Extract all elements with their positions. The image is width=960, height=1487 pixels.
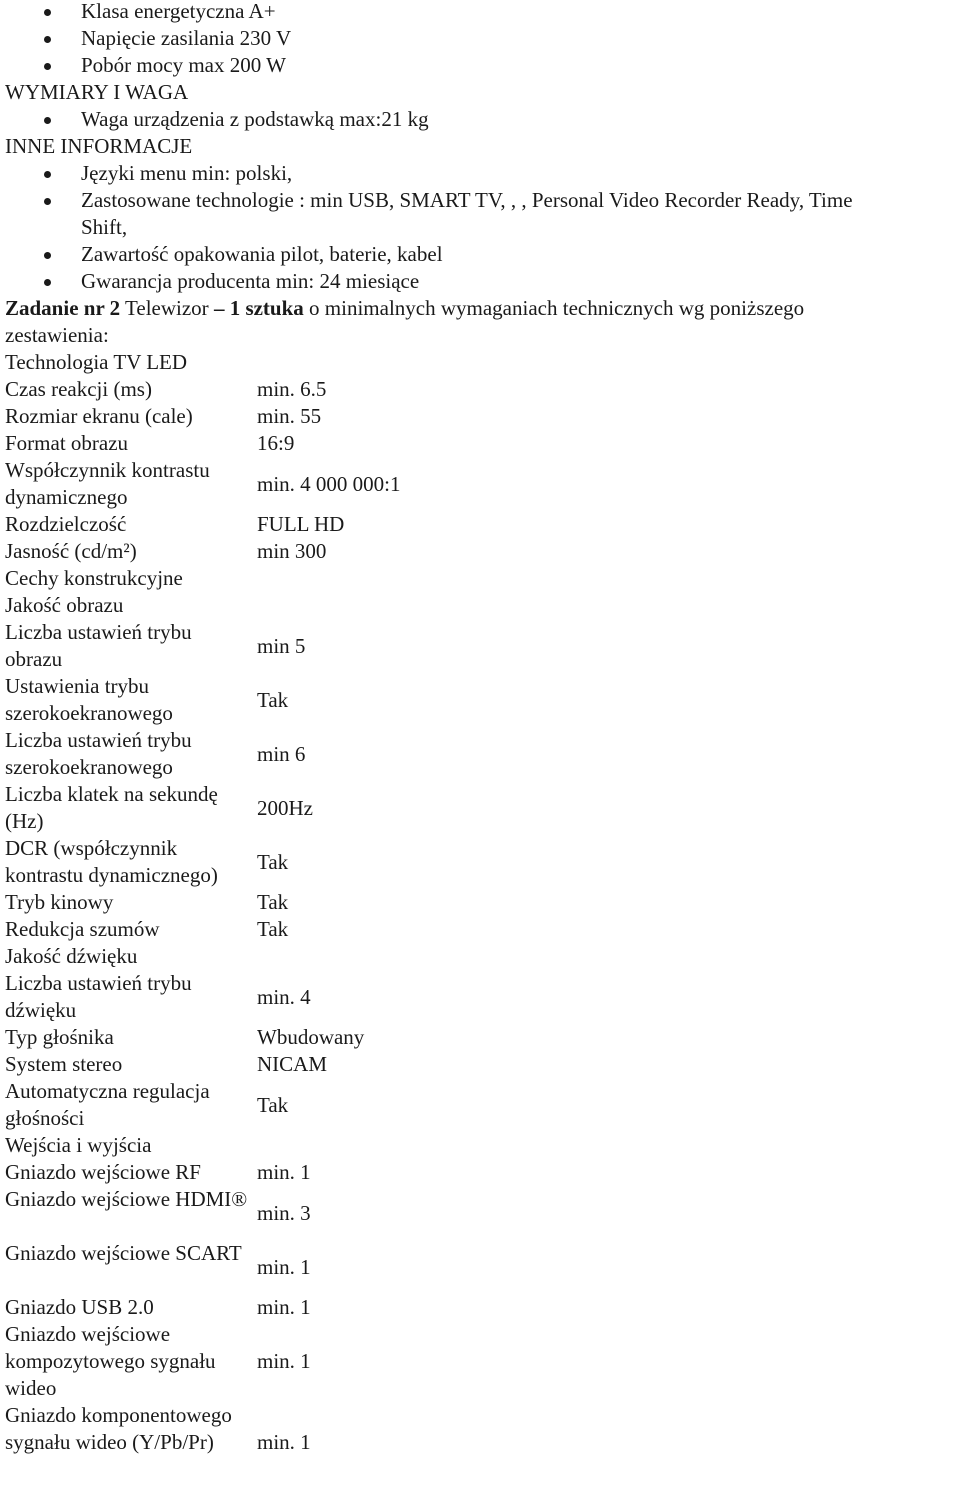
spec-value: min. 6.5: [257, 377, 327, 401]
bullet-icon: [44, 117, 51, 124]
list-item: Klasa energetyczna A+: [81, 0, 276, 23]
bullet-icon: [44, 279, 51, 286]
spec-value: Tak: [257, 917, 289, 941]
spec-value: min 300: [257, 539, 327, 563]
spec-label: Jasność (cd/m²): [5, 539, 137, 563]
spec-label: System stereo: [5, 1052, 123, 1076]
spec-label: Gniazdo komponentowego sygnału wideo (Y/Pb/Pr): [5, 1403, 232, 1454]
spec-value: 200Hz: [257, 796, 313, 820]
spec-label: Liczba ustawień trybu obrazu: [5, 620, 192, 671]
spec-section: Cechy konstrukcyjne: [5, 566, 183, 590]
spec-label: Gniazdo wejściowe SCART: [5, 1241, 242, 1265]
task-item: Telewizor: [120, 296, 214, 320]
spec-value: min. 1: [257, 1160, 311, 1184]
bullet-icon: [44, 198, 51, 205]
list-item: Waga urządzenia z podstawką max:21 kg: [81, 107, 429, 131]
section-heading-other: INNE INFORMACJE: [5, 134, 193, 158]
spec-label: Gniazdo USB 2.0: [5, 1295, 154, 1319]
spec-label: Automatyczna regulacja głośności: [5, 1079, 210, 1130]
spec-value: min. 4: [257, 985, 311, 1009]
spec-value: min. 55: [257, 404, 322, 428]
spec-label: Czas reakcji (ms): [5, 377, 152, 401]
spec-value: min. 3: [257, 1201, 311, 1225]
section-heading-dimensions: WYMIARY I WAGA: [5, 80, 189, 104]
spec-label: Liczba ustawień trybu szerokoekranowego: [5, 728, 192, 779]
spec-label: DCR (współczynnik kontrastu dynamicznego): [5, 836, 218, 887]
spec-label: Liczba ustawień trybu dźwięku: [5, 971, 192, 1022]
spec-label: Gniazdo wejściowe kompozytowego sygnału wideo: [5, 1322, 216, 1400]
spec-value: 16:9: [257, 431, 295, 455]
spec-label: Ustawienia trybu szerokoekranowego: [5, 674, 173, 725]
spec-label: Liczba klatek na sekundę (Hz): [5, 782, 218, 833]
spec-value: min. 1: [257, 1255, 311, 1279]
spec-label: Tryb kinowy: [5, 890, 114, 914]
spec-value: Tak: [257, 1093, 289, 1117]
spec-value: FULL HD: [257, 512, 345, 536]
spec-label: Format obrazu: [5, 431, 129, 455]
spec-label: Gniazdo wejściowe RF: [5, 1160, 201, 1184]
task-quantity: – 1 sztuka: [213, 296, 304, 320]
list-item: Pobór mocy max 200 W: [81, 53, 286, 77]
spec-label: Współczynnik kontrastu dynamicznego: [5, 458, 210, 509]
spec-value: min. 4 000 000:1: [257, 472, 401, 496]
spec-value: min 5: [257, 634, 306, 658]
spec-value: NICAM: [257, 1052, 328, 1076]
spec-tech: Technologia TV LED: [5, 350, 188, 374]
spec-label: Redukcja szumów: [5, 917, 160, 941]
task-heading: [5, 295, 804, 322]
list-item: Napięcie zasilania 230 V: [81, 26, 292, 50]
spec-value: Wbudowany: [257, 1025, 365, 1049]
spec-label: Rozmiar ekranu (cale): [5, 404, 193, 428]
spec-section: Jakość obrazu: [5, 593, 124, 617]
task-heading-continuation: zestawienia:: [5, 323, 109, 347]
spec-value: min 6: [257, 742, 306, 766]
spec-value: Tak: [257, 890, 289, 914]
spec-value: min. 1: [257, 1295, 311, 1319]
spec-value: min. 1: [257, 1430, 311, 1454]
task-description: o minimalnych wymaganiach technicznych wg poniższego: [303, 296, 805, 320]
spec-value: Tak: [257, 688, 289, 712]
spec-label: Gniazdo wejściowe HDMI®: [5, 1187, 248, 1211]
bullet-icon: [44, 36, 51, 43]
spec-value: Tak: [257, 850, 289, 874]
list-item: Języki menu min: polski,: [81, 161, 293, 185]
bullet-icon: [44, 252, 51, 259]
bullet-icon: [44, 63, 51, 70]
list-item: Zastosowane technologie : min USB, SMART TV, , , Personal Video Recorder Ready, Time: [81, 188, 853, 212]
list-item-continuation: Shift,: [81, 215, 128, 239]
task-number: Zadanie nr 2: [5, 296, 121, 320]
spec-label: Typ głośnika: [5, 1025, 114, 1049]
list-item: Gwarancja producenta min: 24 miesiące: [81, 269, 420, 293]
spec-label: Rozdzielczość: [5, 512, 127, 536]
bullet-icon: [44, 171, 51, 178]
bullet-icon: [44, 9, 51, 16]
list-item: Zawartość opakowania pilot, baterie, kabel: [81, 242, 443, 266]
spec-value: min. 1: [257, 1349, 311, 1373]
spec-section: Jakość dźwięku: [5, 944, 138, 968]
spec-section: Wejścia i wyjścia: [5, 1133, 152, 1157]
